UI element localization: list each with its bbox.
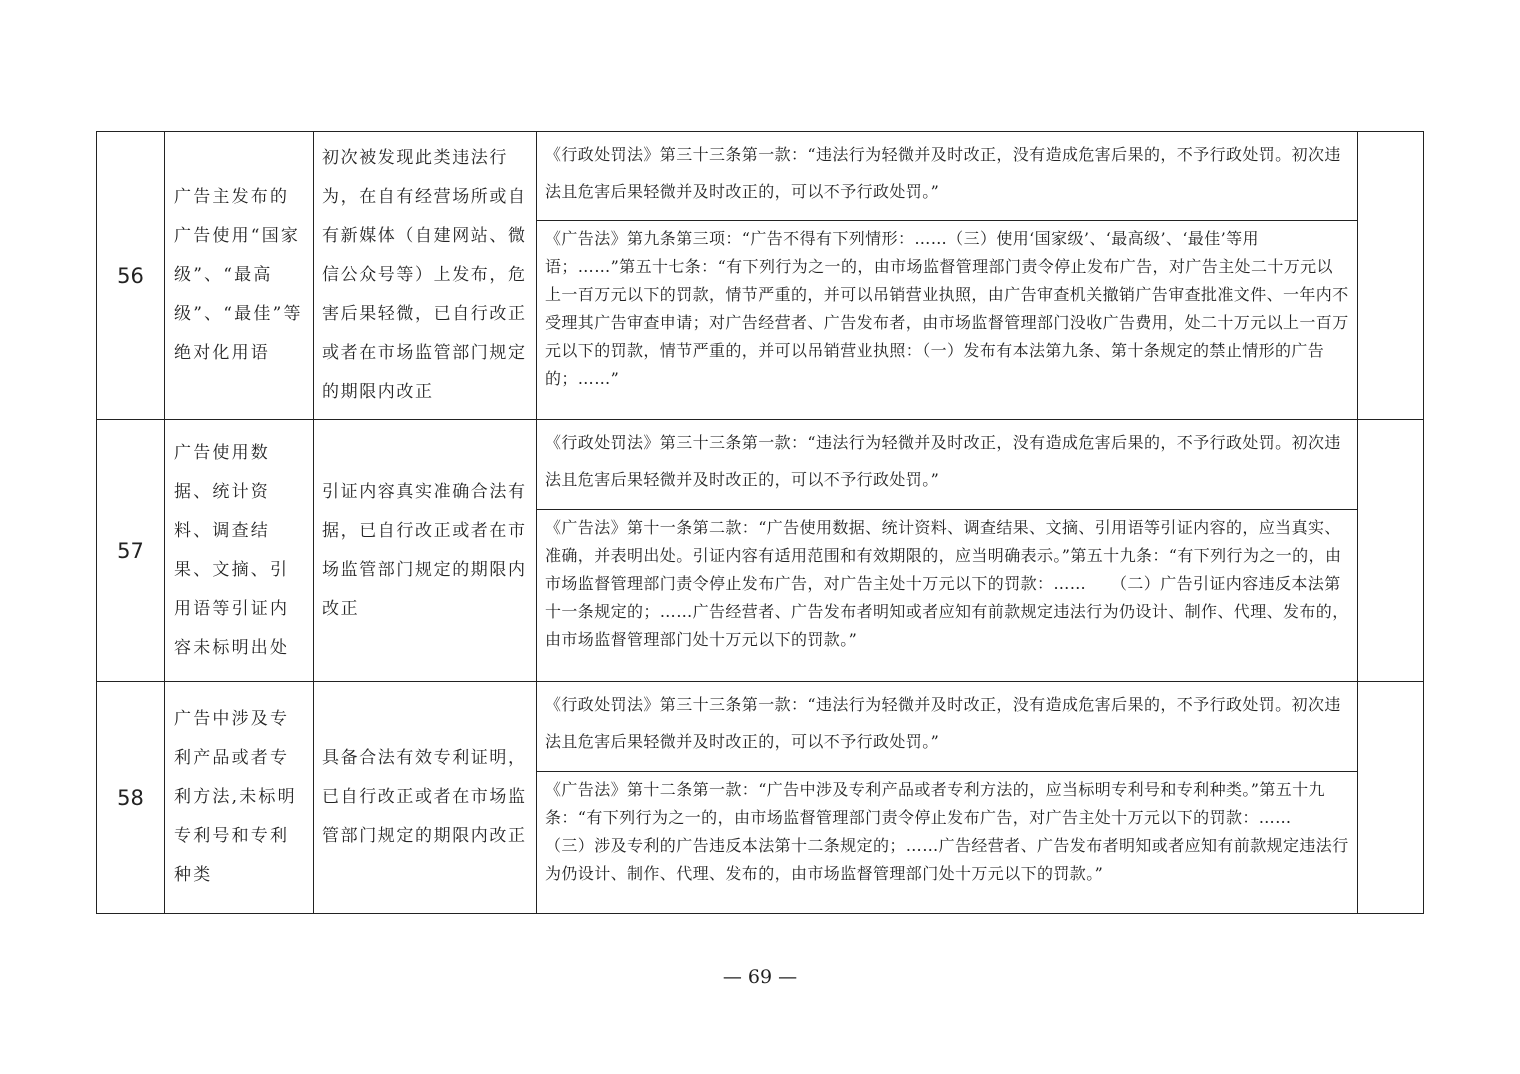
table-row <box>97 682 1424 772</box>
violation-description: 广告主发布的广告使用“国家级”、“最高级”、“最佳”等绝对化用语 <box>165 132 314 420</box>
legal-basis-advertising-law: 《广告法》第十二条第一款：“广告中涉及专利产品或者专利方法的，应当标明专利号和专利种类。”第五十九条：“有下列行为之一的，由市场监督管理部门责令停止发布广告，对广告主处十万元以下的罚款：…… （三）涉及专利的广告违反本法第十二条规定的；……广告经营者、广告发布者明知或者应知有前款规定违法行为仍设计、制作、代理、发布的，由市场监督管理部门处十万元以下的罚款。” <box>537 772 1358 914</box>
exemption-condition: 引证内容真实准确合法有据，已自行改正或者在市场监管部门规定的期限内改正 <box>314 420 537 682</box>
legal-basis-admin-penalty-law: 《行政处罚法》第三十三条第一款：“违法行为轻微并及时改正，没有造成危害后果的，不予行政处罚。初次违法且危害后果轻微并及时改正的，可以不予行政处罚。” <box>537 420 1358 510</box>
remarks-cell <box>1358 420 1424 682</box>
exemption-condition: 具备合法有效专利证明，已自行改正或者在市场监管部门规定的期限内改正 <box>314 682 537 914</box>
table-row <box>97 132 1424 221</box>
page-number: — 69 — <box>722 966 798 988</box>
table-row <box>97 420 1424 510</box>
violation-description: 广告使用数据、统计资料、调查结果、文摘、引用语等引证内容未标明出处 <box>165 420 314 682</box>
legal-basis-admin-penalty-law: 《行政处罚法》第三十三条第一款：“违法行为轻微并及时改正，没有造成危害后果的，不予行政处罚。初次违法且危害后果轻微并及时改正的，可以不予行政处罚。” <box>537 132 1358 221</box>
row-number: 57 <box>97 420 165 682</box>
row-number: 58 <box>97 682 165 914</box>
penalty-exemption-table <box>96 131 1424 914</box>
exemption-condition: 初次被发现此类违法行为，在自有经营场所或自有新媒体（自建网站、微信公众号等）上发布，危害后果轻微，已自行改正或者在市场监管部门规定的期限内改正 <box>314 132 537 420</box>
remarks-cell <box>1358 132 1424 420</box>
legal-basis-admin-penalty-law: 《行政处罚法》第三十三条第一款：“违法行为轻微并及时改正，没有造成危害后果的，不予行政处罚。初次违法且危害后果轻微并及时改正的，可以不予行政处罚。” <box>537 682 1358 772</box>
remarks-cell <box>1358 682 1424 914</box>
row-number: 56 <box>97 132 165 420</box>
legal-basis-advertising-law: 《广告法》第十一条第二款：“广告使用数据、统计资料、调查结果、文摘、引用语等引证内容的，应当真实、准确，并表明出处。引证内容有适用范围和有效期限的，应当明确表示。”第五十九条：“有下列行为之一的，由市场监督管理部门责令停止发布广告，对广告主处十万元以下的罚款：…… （二）广告引证内容违反本法第十一条规定的；……广告经营者、广告发布者明知或者应知有前款规定违法行为仍设计、制作、代理、发布的，由市场监督管理部门处十万元以下的罚款。” <box>537 510 1358 682</box>
violation-description: 广告中涉及专利产品或者专利方法,未标明专利号和专利种类 <box>165 682 314 914</box>
legal-basis-advertising-law: 《广告法》第九条第三项：“广告不得有下列情形：……（三）使用‘国家级’、‘最高级’、‘最佳’等用语；……”第五十七条：“有下列行为之一的，由市场监督管理部门责令停止发布广告，对广告主处二十万元以上一百万元以下的罚款，情节严重的，并可以吊销营业执照，由广告审查机关撤销广告审查批准文件、一年内不受理其广告审查申请；对广告经营者、广告发布者，由市场监督管理部门没收广告费用，处二十万元以上一百万元以下的罚款，情节严重的，并可以吊销营业执照：（一）发布有本法第九条、第十条规定的禁止情形的广告的；……” <box>537 221 1358 420</box>
